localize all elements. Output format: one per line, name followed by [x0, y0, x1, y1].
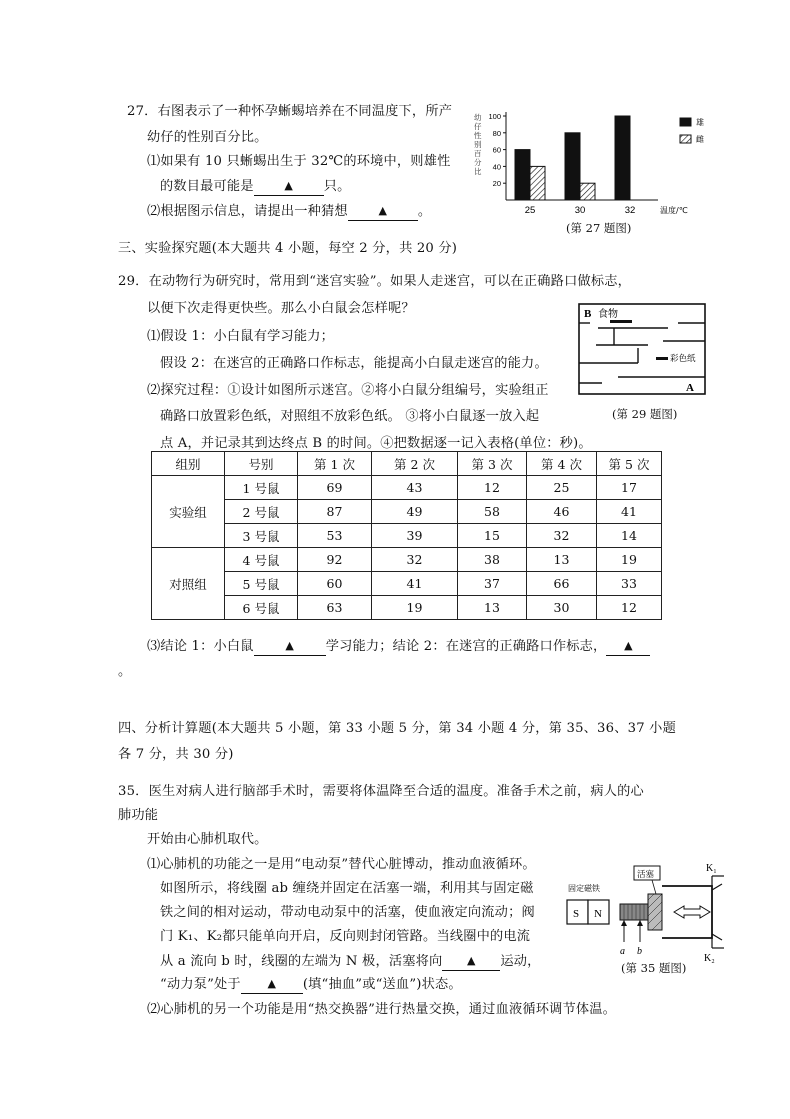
chart-bars [515, 116, 630, 200]
blank-marker: ▲ [284, 179, 294, 192]
table-cell: 25 [527, 476, 597, 500]
q35-pump-figure [562, 860, 730, 968]
q27-line4 [160, 175, 351, 195]
q35-figure-caption: (第 35 题图) [621, 961, 687, 975]
bar-male-30 [565, 133, 580, 200]
blank-marker: ▲ [285, 639, 295, 652]
table-cell: 6 号鼠 [225, 596, 298, 620]
table-cell: 41 [597, 500, 662, 524]
y-tick-label: 40 [492, 162, 501, 172]
q29-blank1[interactable] [254, 640, 326, 656]
q27-line2: 幼仔的性别百分比。 [147, 130, 268, 145]
q29-conclusion-text2: 学习能力；结论 2：在迷宫的正确路口作标志， [325, 639, 607, 654]
q35-line8 [160, 950, 541, 970]
table-cell: 53 [298, 524, 372, 548]
table-cell: 12 [597, 596, 662, 620]
q27-line1: 27．右图表示了一种怀孕蜥蜴培养在不同温度下，所产 [127, 104, 453, 119]
legend-swatch-male [680, 118, 691, 126]
table-cell: 46 [527, 500, 597, 524]
q27-chart-caption: (第 27 题图) [566, 221, 632, 235]
q27-line5-text: ⑵根据图示信息，请提出一种猜想 [147, 204, 348, 219]
arrow-up-icon [637, 920, 643, 926]
q29-line6: 确路口放置彩色纸，对照组不放彩色纸。 ③将小白鼠逐一放入起 [160, 409, 540, 424]
q29-line2: 以便下次走得更快些。那么小白鼠会怎样呢？ [147, 301, 415, 316]
table-row [152, 476, 662, 500]
q29-conclusion-text1: ⑶结论 1：小白鼠 [147, 639, 254, 654]
magnet-label: 固定磁铁 [568, 884, 600, 893]
q35-line3: 开始由心肺机取代。 [147, 832, 268, 847]
magnet-s-label: S [573, 908, 580, 920]
y-axis-label-char: 仔 [474, 122, 482, 131]
blank-marker: ▲ [267, 977, 277, 990]
table-cell: 32 [527, 524, 597, 548]
q29-line7: 点 A，并记录其到达终点 B 的时间。④把数据逐一记入表格(单位：秒)。 [160, 436, 592, 451]
blank-marker: ▲ [378, 204, 388, 217]
y-axis-label-char: 比 [474, 167, 482, 176]
table-cell: 5 号鼠 [225, 572, 298, 596]
table-cell: 49 [372, 500, 458, 524]
table-header-cell: 第 3 次 [458, 452, 527, 476]
double-arrow-icon [674, 906, 710, 918]
table-cell: 15 [458, 524, 527, 548]
legend-label-male: 雄 [696, 118, 704, 127]
q27-blank2[interactable] [348, 205, 418, 221]
legend-swatch-female [680, 135, 691, 143]
bar-male-25 [515, 150, 530, 200]
valve-k1 [712, 884, 722, 890]
valve-k2-label: K₂ [704, 953, 715, 964]
q27-blank1[interactable] [254, 180, 324, 196]
x-tick-label: 25 [524, 205, 536, 216]
q29-line3: ⑴假设 1：小白鼠有学习能力； [147, 329, 335, 344]
table-cell: 60 [298, 572, 372, 596]
table-cell: 38 [458, 548, 527, 572]
table-cell: 4 号鼠 [225, 548, 298, 572]
valve-k1-label: K₁ [706, 863, 717, 874]
bar-female-30 [580, 183, 595, 200]
table-cell: 33 [597, 572, 662, 596]
q29-conclusion-end: 。 [118, 664, 132, 679]
q35-line6: 铁之间的相对运动，带动电动泵中的活塞，使血液定向流动；阀 [160, 905, 535, 920]
q29-maze-figure [578, 303, 706, 395]
legend-label-female: 雌 [696, 135, 704, 144]
table-cell: 92 [298, 548, 372, 572]
section4-heading-line2: 各 7 分，共 30 分) [118, 747, 234, 762]
table-cell: 19 [597, 548, 662, 572]
q35-line8-text: 从 a 流向 b 时，线圈的左端为 N 极，活塞将向 [160, 954, 443, 969]
table-cell: 19 [372, 596, 458, 620]
q35-line2: 肺功能 [118, 808, 159, 823]
q35-line9-text: “动力泵”处于 [160, 977, 241, 992]
table-cell: 69 [298, 476, 372, 500]
q27-line4-end: 只。 [323, 179, 351, 194]
x-tick-label: 32 [624, 205, 636, 216]
maze-label-b: B [584, 308, 592, 320]
y-axis-label-char: 性 [474, 131, 482, 140]
q35-blank2[interactable] [241, 978, 303, 994]
valve-k2 [712, 934, 722, 940]
table-row [152, 500, 662, 524]
table-cell: 12 [458, 476, 527, 500]
blank-marker: ▲ [467, 954, 476, 967]
q35-line9-end: (填“抽血”或“送血”)状态。 [302, 977, 462, 992]
section3-heading: 三、实验探究题(本大题共 4 小题，每空 2 分，共 20 分) [118, 241, 458, 256]
arrow-up-icon [621, 920, 627, 926]
q35-line5: 如图所示，将线圈 ab 缠绕并固定在活塞一端，利用其与固定磁 [160, 881, 534, 896]
maze-label-paper: 彩色纸 [670, 354, 696, 364]
maze-label-food: 食物 [598, 309, 618, 320]
y-tick-label: 80 [492, 128, 501, 138]
y-tick-label: 60 [492, 145, 501, 155]
table-cell: 1 号鼠 [225, 476, 298, 500]
y-axis-label-char: 分 [474, 158, 482, 167]
callout-line [652, 880, 656, 894]
y-axis-label-char: 百 [474, 149, 482, 158]
table-cell: 87 [298, 500, 372, 524]
table-cell: 32 [372, 548, 458, 572]
table-row [152, 548, 662, 572]
q35-blank1[interactable] [442, 955, 500, 971]
q29-conclusion [147, 635, 650, 655]
table-cell: 13 [458, 596, 527, 620]
table-cell: 58 [458, 500, 527, 524]
table-cell: 13 [527, 548, 597, 572]
q29-line4: 假设 2：在迷宫的正确路口作标志，能提高小白鼠走迷宫的能力。 [160, 356, 548, 371]
q27-line5-end: 。 [417, 204, 432, 219]
q35-line7: 门 K₁、K₂都只能单向开启，反向则封闭管路。当线圈中的电流 [160, 929, 531, 944]
q29-line1: 29．在动物行为研究时，常用到“迷宫实验”。如果人走迷宫，可以在正确路口做标志， [118, 274, 632, 289]
terminal-b-label: b [637, 946, 642, 957]
magnet-n-label: N [594, 908, 602, 920]
section4-heading-line1: 四、分析计算题(本大题共 5 小题，第 33 小题 5 分，第 34 小题 4 分，第 35、36、37 小题 [118, 721, 676, 736]
q35-line4: ⑴心肺机的功能之一是用“电动泵”替代心脏博动，推动血液循环。 [147, 857, 536, 872]
piston-label: 活塞 [637, 870, 655, 880]
q29-figure-caption: (第 29 题图) [612, 407, 678, 421]
table-cell: 2 号鼠 [225, 500, 298, 524]
bar-female-25 [530, 166, 545, 200]
table-cell: 17 [597, 476, 662, 500]
q29-data-table [151, 451, 662, 620]
blank-marker: ▲ [624, 639, 633, 652]
table-cell: 37 [458, 572, 527, 596]
table-cell: 3 号鼠 [225, 524, 298, 548]
y-tick-label: 100 [488, 112, 501, 121]
q35-line9 [160, 973, 462, 993]
table-header-cell: 第 5 次 [597, 452, 662, 476]
table-header-cell: 第 1 次 [298, 452, 372, 476]
q29-blank2[interactable] [606, 640, 650, 656]
q35-line8-end: 运动， [500, 954, 541, 969]
table-cell: 66 [527, 572, 597, 596]
y-tick-label: 20 [492, 179, 501, 189]
group-experimental: 实验组 [152, 476, 225, 548]
table-cell: 43 [372, 476, 458, 500]
table-cell: 63 [298, 596, 372, 620]
table-cell: 14 [597, 524, 662, 548]
y-axis-label-char: 别 [474, 140, 482, 149]
x-axis-label: 温度/℃ [660, 206, 688, 215]
table-header-cell: 组别 [152, 452, 225, 476]
food-marker [610, 320, 632, 323]
q27-line4-text: 的数目最可能是 [160, 179, 254, 194]
table-row [152, 596, 662, 620]
table-cell: 30 [527, 596, 597, 620]
table-header-cell: 第 2 次 [372, 452, 458, 476]
colored-paper-marker [656, 357, 668, 360]
q27-line5 [147, 200, 431, 220]
maze-label-a: A [686, 382, 694, 394]
table-row [152, 524, 662, 548]
bar-male-32 [615, 116, 630, 200]
table-header-cell: 号别 [225, 452, 298, 476]
q27-line3: ⑴如果有 10 只蜥蜴出生于 32℃的环境中，则雄性 [147, 154, 451, 169]
terminal-a-label: a [620, 946, 625, 957]
q27-bar-chart [466, 108, 716, 236]
table-header-cell: 第 4 次 [527, 452, 597, 476]
table-header-row [152, 452, 662, 476]
q35-line10: ⑵心肺机的另一个功能是用“热交换器”进行热量交换，通过血液循环调节体温。 [147, 1002, 617, 1017]
table-row [152, 572, 662, 596]
q29-line5: ⑵探究过程：①设计如图所示迷宫。②将小白鼠分组编号，实验组正 [147, 383, 549, 398]
q35-line1: 35．医生对病人进行脑部手术时，需要将体温降至合适的温度。准备手术之前，病人的心 [118, 784, 644, 799]
y-axis-label-char: 幼 [474, 113, 482, 122]
table-cell: 41 [372, 572, 458, 596]
table-cell: 39 [372, 524, 458, 548]
x-tick-label: 30 [574, 205, 586, 216]
group-control: 对照组 [152, 548, 225, 620]
